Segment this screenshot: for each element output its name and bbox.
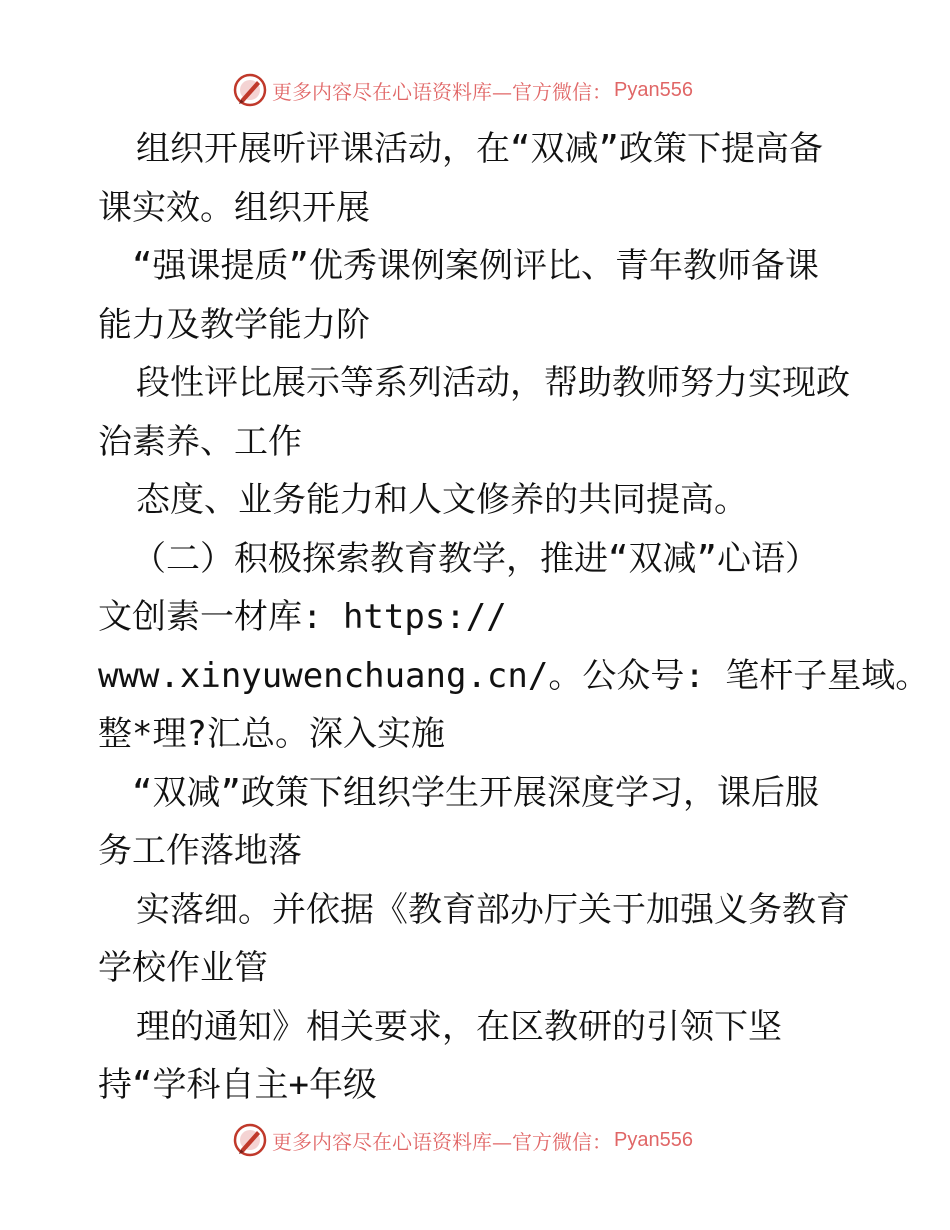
text-line: 态度、业务能力和人文修养的共同提高。 (136, 480, 748, 520)
header-banner (232, 70, 693, 110)
text-line: “强课提质”优秀课例案例评比、青年教师备课 (132, 246, 819, 286)
header-banner-text: 更多内容尽在心语资料库—官方微信： (272, 79, 612, 104)
pen-logo-icon (232, 1122, 268, 1158)
text-line: 理的通知》相关要求，在区教研的引领下坚 (136, 1006, 782, 1047)
header-wechat-id: Pyan556 (614, 78, 693, 101)
text-line: 务工作落地落 (98, 831, 302, 871)
text-line: 文创素一材库: https:// (98, 597, 507, 637)
footer-wechat-id: Pyan556 (614, 1128, 693, 1151)
text-line: 课实效。组织开展 (98, 187, 370, 228)
text-line: （二）积极探索教育教学，推进“双减”心语） (132, 538, 819, 579)
document-body (98, 120, 930, 1115)
text-line: 治素养、工作 (98, 421, 302, 462)
text-line: “双减”政策下组织学生开展深度学习，课后服 (132, 772, 819, 813)
footer-banner (232, 1120, 693, 1160)
text-line: 持“学科自主+年级 (98, 1065, 377, 1105)
text-line: 能力及教学能力阶 (98, 304, 370, 345)
text-line: 组织开展听评课活动，在“双减”政策下提高备 (136, 129, 823, 169)
text-line: 段性评比展示等系列活动，帮助教师努力实现政 (136, 363, 850, 403)
pen-logo-icon (232, 72, 268, 108)
footer-banner-text: 更多内容尽在心语资料库—官方微信： (272, 1129, 612, 1154)
text-line: 实落细。并依据《教育部办厅关于加强义务教育 (136, 889, 850, 930)
text-line: www.xinyuwenchuang.cn/。公众号: 笔杆子星域。 (98, 655, 930, 696)
text-line: 学校作业管 (98, 948, 268, 988)
text-line: 整*理?汇总。深入实施 (98, 714, 445, 754)
